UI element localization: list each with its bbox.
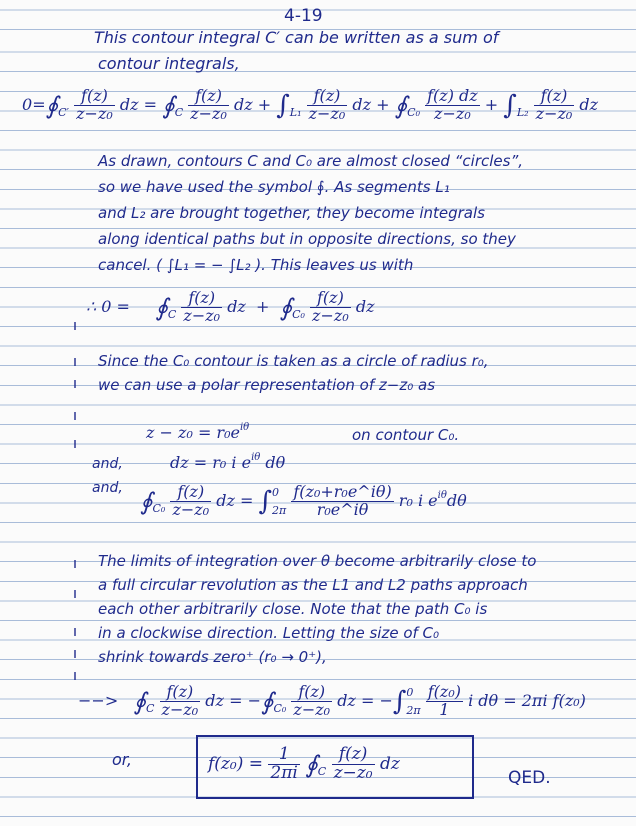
- eq-dz: dz: [355, 296, 375, 316]
- eq-den: z−z₀: [434, 103, 471, 123]
- contour-integral-symbol: ∮: [279, 293, 293, 322]
- eq-minus: −: [247, 691, 261, 711]
- eq-num: f(z): [310, 290, 351, 308]
- eq-den: z−z₀: [76, 103, 113, 123]
- eq-text: z − z₀ = r₀e: [146, 423, 240, 442]
- integral-symbol: ∫: [258, 486, 273, 517]
- equation-sum-of-contours: [22, 88, 598, 123]
- margin-mark: [74, 412, 76, 420]
- eq-fraction: [310, 290, 351, 325]
- eq-zero: 0: [22, 94, 33, 114]
- contour-integral-symbol: ∮: [45, 91, 59, 120]
- eq-num: f(z): [534, 88, 575, 106]
- eq-lim: 0: [406, 686, 414, 699]
- eq-sign: =: [503, 691, 517, 711]
- eq-plus: +: [484, 94, 499, 114]
- eq-fraction: [160, 684, 201, 719]
- eq-num: f(z): [332, 746, 375, 765]
- contour-integral-symbol: ∮: [133, 687, 146, 716]
- page-number: 4-19: [284, 6, 323, 26]
- contour-integral-symbol: ∮: [394, 91, 408, 120]
- eq-lim: 0: [272, 486, 280, 499]
- eq-arrow: −−>: [78, 691, 119, 711]
- eq-sup: iθ: [251, 452, 261, 463]
- eq-sup: iθ: [437, 490, 447, 502]
- text-line: we can use a polar representation of z−z₀ as: [98, 376, 436, 394]
- margin-mark: [74, 322, 76, 330]
- eq-therefore: ∴ 0 =: [86, 296, 130, 316]
- eq-fraction: [74, 88, 115, 123]
- text-line: a full circular revolution as the L1 and L2 paths approach: [98, 576, 528, 594]
- eq-fraction: [170, 484, 211, 519]
- integral-symbol: ∫: [392, 686, 407, 717]
- contour-integral-symbol: ∮: [305, 750, 318, 779]
- eq-text: dθ: [265, 453, 286, 472]
- text-line: each other arbitrarily close. Note that the path C₀ is: [98, 600, 488, 618]
- eq-den: 1: [439, 700, 450, 720]
- eq-sign: =: [229, 691, 243, 711]
- eq-den: z−z₀: [183, 305, 221, 325]
- eq-sub: C₀: [407, 105, 420, 119]
- eq-fraction: [534, 88, 575, 123]
- eq-fraction: [181, 290, 222, 325]
- eq-dz: dz: [205, 691, 224, 711]
- text-line: cancel. ( ∫L₁ = − ∫L₂ ). This leaves us with: [98, 256, 414, 274]
- eq-sub: L₂: [516, 105, 529, 119]
- eq-den: 2πi: [270, 762, 298, 783]
- eq-sign: =: [143, 94, 158, 114]
- equation-dz: [170, 452, 285, 472]
- equation-substitution: [140, 484, 467, 519]
- eq-plus: +: [256, 296, 270, 316]
- eq-sup: iθ: [239, 422, 250, 433]
- eq-num: f(z): [181, 290, 222, 308]
- eq-dz: dz: [579, 94, 599, 114]
- equation-polar: [146, 422, 249, 442]
- eq-lim: 2π: [406, 703, 421, 717]
- margin-mark: [74, 650, 76, 658]
- eq-result: 2πi f(z₀): [521, 691, 586, 711]
- text-line: so we have used the symbol ∮. As segments L₁: [98, 178, 450, 196]
- eq-num: f(z): [291, 684, 332, 702]
- eq-text: f(z₀): [208, 753, 244, 774]
- eq-sign: =: [248, 753, 263, 774]
- eq-dz: dz: [337, 691, 356, 711]
- eq-sub: C′: [58, 105, 70, 119]
- eq-num: f(z): [188, 88, 229, 106]
- contour-integral-symbol: ∮: [162, 91, 175, 120]
- eq-dz: dz: [216, 491, 235, 511]
- eq-sub: C₀: [292, 307, 305, 321]
- eq-plus: +: [376, 94, 390, 114]
- eq-sign: =: [360, 691, 375, 711]
- eq-fraction: [332, 746, 375, 783]
- integral-symbol: ∫: [276, 90, 290, 121]
- eq-lim: 2π: [272, 503, 287, 517]
- eq-num: f(z): [74, 88, 115, 106]
- eq-fraction: [291, 484, 393, 519]
- text-line: This contour integral C′ can be written as a sum of: [94, 28, 499, 47]
- eq-fraction: [268, 746, 299, 783]
- eq-dz: dz: [233, 94, 253, 114]
- eq-den: z−z₀: [333, 762, 373, 783]
- eq-num: f(z): [170, 484, 211, 502]
- eq-minus: −: [379, 691, 393, 711]
- text-line: and,: [92, 456, 123, 472]
- eq-text: r₀ i e: [398, 491, 438, 511]
- eq-sub: C₀: [273, 702, 287, 716]
- margin-mark: [74, 380, 76, 388]
- eq-dz: dz: [227, 296, 246, 316]
- eq-sub: C₀: [152, 502, 166, 516]
- eq-dz: dz: [379, 753, 400, 774]
- equation-limit: [78, 684, 586, 719]
- eq-fraction: [291, 684, 332, 719]
- eq-fraction: [425, 88, 480, 123]
- text-line: and,: [92, 480, 123, 496]
- eq-text: i dθ: [468, 691, 499, 711]
- eq-sub: C: [146, 702, 155, 716]
- margin-mark: [74, 672, 76, 680]
- integral-limits: [406, 684, 420, 719]
- eq-num: f(z) dz: [427, 86, 478, 105]
- eq-den: z−z₀: [312, 305, 349, 325]
- eq-sub: C: [167, 307, 177, 321]
- contour-integral-symbol: ∮: [140, 487, 153, 516]
- text-line: As drawn, contours C and C₀ are almost closed “circles”,: [98, 152, 524, 170]
- eq-text: dθ: [446, 491, 467, 511]
- eq-num: 1: [268, 746, 299, 765]
- text-line: along identical paths but in opposite directions, so they: [98, 230, 516, 248]
- equation-cauchy-integral-formula: [208, 746, 400, 783]
- eq-den: z−z₀: [535, 103, 573, 123]
- text-line: or,: [112, 750, 132, 769]
- eq-den: z−z₀: [190, 103, 227, 123]
- eq-num: f(z₀+r₀e^iθ): [293, 482, 392, 502]
- eq-den: z−z₀: [161, 700, 199, 720]
- text-line: in a clockwise direction. Letting the size of C₀: [98, 624, 440, 642]
- contour-integral-symbol: ∮: [260, 687, 274, 716]
- eq-den: r₀e^iθ: [316, 500, 369, 520]
- margin-mark: [74, 358, 76, 366]
- eq-sub: C: [317, 764, 327, 778]
- integral-symbol: ∫: [503, 90, 517, 121]
- eq-fraction: [426, 684, 463, 719]
- eq-den: z−z₀: [308, 103, 346, 123]
- eq-sign: =: [239, 491, 254, 511]
- margin-mark: [74, 440, 76, 448]
- integral-limits: [272, 484, 286, 519]
- eq-num: f(z): [307, 88, 348, 106]
- text-line: contour integrals,: [98, 54, 240, 73]
- eq-den: z−z₀: [172, 500, 210, 520]
- eq-fraction: [307, 88, 348, 123]
- eq-num: f(z): [160, 684, 201, 702]
- qed-label: QED.: [508, 768, 551, 788]
- eq-dz: dz: [352, 94, 372, 114]
- equation-two-contours: [86, 290, 375, 325]
- contour-integral-symbol: ∮: [155, 293, 168, 322]
- margin-mark: [74, 560, 76, 568]
- eq-plus: +: [257, 94, 272, 114]
- text-line: The limits of integration over θ become arbitrarily close to: [98, 552, 537, 570]
- eq-text: dz = r₀ i e: [170, 453, 252, 472]
- text-line: on contour C₀.: [352, 426, 460, 444]
- text-line: Since the C₀ contour is taken as a circle of radius r₀,: [98, 352, 489, 370]
- eq-den: z−z₀: [293, 700, 331, 720]
- eq-fraction: [188, 88, 229, 123]
- text-line: and L₂ are brought together, they become integrals: [98, 204, 485, 222]
- text-line: shrink towards zero⁺ (r₀ → 0⁺),: [98, 648, 327, 666]
- eq-sign: =: [32, 94, 46, 114]
- eq-dz: dz: [119, 94, 139, 114]
- eq-sub: C: [174, 105, 184, 119]
- margin-mark: [74, 628, 76, 636]
- margin-mark: [74, 590, 76, 598]
- eq-sub: L₁: [289, 105, 302, 119]
- eq-num: f(z₀): [427, 682, 461, 702]
